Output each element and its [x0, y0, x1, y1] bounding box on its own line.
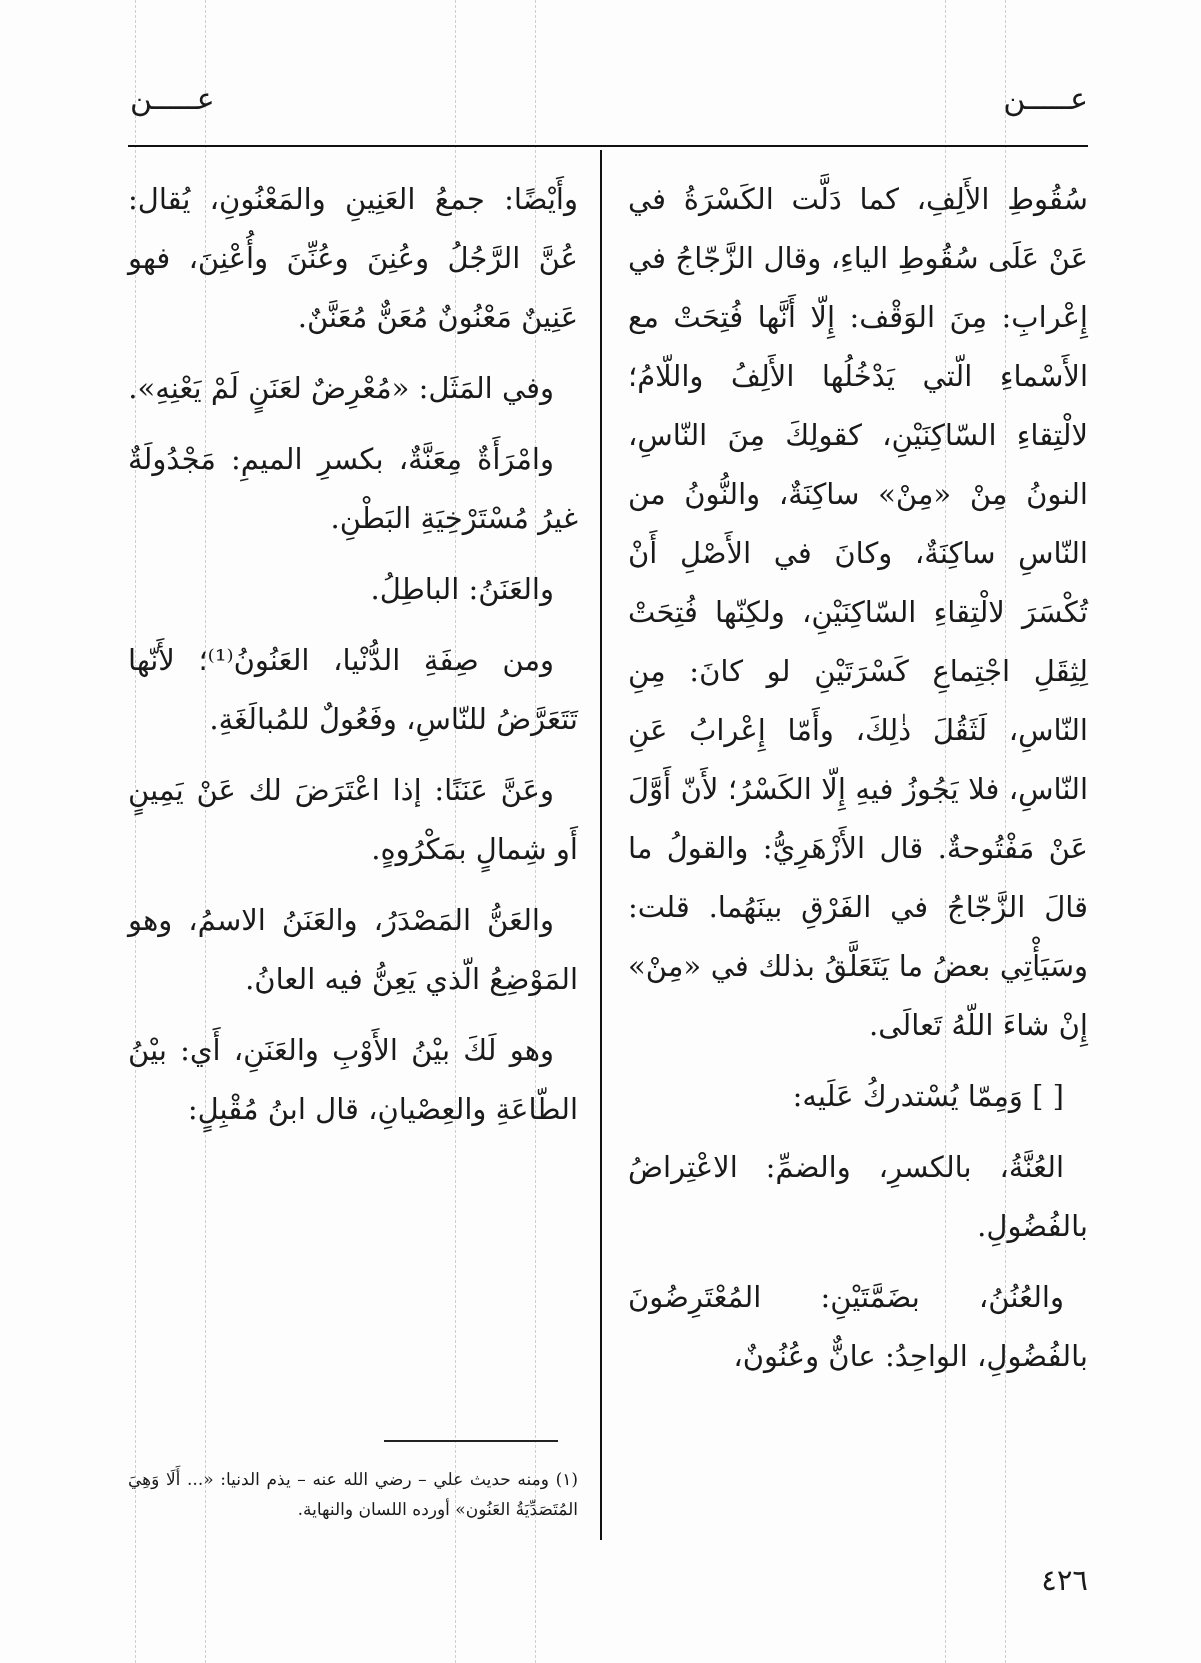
running-header-left: عـــــن — [130, 82, 215, 117]
running-header-right: عـــــن — [1003, 82, 1088, 117]
paragraph: وهو لَكَ بيْنُ الأَوْبِ والعَنَنِ، أَي: بيْنُ الطّاعَةِ والعِصْيانِ، قال ابنُ مُقْبِلٍ: — [128, 1033, 578, 1126]
left-column — [128, 170, 578, 1151]
paragraph: والعَنُّ المَصْدَرُ، والعَنَنُ الاسمُ، وهو المَوْضِعُ الّذي يَعِنُّ فيه العانُ. — [128, 903, 578, 996]
footnote-rule — [384, 1440, 558, 1442]
column-divider — [600, 150, 602, 1540]
right-column — [628, 170, 1088, 1398]
paragraph: والعُنُنُ، بضَمَّتَيْنِ: المُعْتَرِضُونَ بالفُضُولِ، الواحِدُ: عانٌّ وعُنُونٌ، — [628, 1280, 1088, 1373]
footnote: (١) ومنه حديث علي – رضي الله عنه – يذم الدنيا: «... أَلَا وَهِيَ المُتَصَدِّيَةُ العَنُون» أورده اللسان والنهاية. — [128, 1470, 578, 1520]
paragraph: وفي المَثَل: «مُعْرِضٌ لعَنَنٍ لَمْ يَعْنِهِ». — [128, 371, 554, 405]
paragraph: العُنَّةُ، بالكسرِ، والضمِّ: الاعْتِراضُ بالفُضُولِ. — [628, 1150, 1088, 1243]
paragraph: وامْرَأَةٌ مِعَنَّةٌ، بكسرِ الميمِ: مَجْدُولَةٌ غيرُ مُسْتَرْخِيَةِ البَطْنِ. — [128, 442, 578, 535]
paragraph: سُقُوطِ الأَلِفِ، كما دَلَّت الكَسْرَةُ في عَنْ عَلَى سُقُوطِ الياءِ، وقال الزَّجّاجُ في إِعْرابِ: مِنَ الوَقْف: إِلّا أَنَّها فُتِحَتْ مع الأَسْماءِ الّتي يَدْخُلُها الأَلِفُ واللّامُ؛ لالْتِقاءِ السّاكِنَيْنِ، كقولِكَ مِنَ النّاسِ، النونُ مِنْ «مِنْ» ساكِنَةٌ، والنُّونُ من النّاسِ ساكِنَةٌ، وكانَ في الأَصْلِ أَنْ تُكْسَرَ لالْتِقاءِ السّاكِنَيْنِ، ولكِنّها فُتِحَتْ لِثِقَلِ اجْتِماعِ كَسْرَتَيْنِ لو كانَ: مِنِ النّاسِ، لَثَقُلَ ذٰلِكَ، وأَمّا إِعْرابُ عَنِ النّاسِ، فلا يَجُوزُ فيهِ إِلّا الكَسْرُ؛ لأَنّ أَوَّلَ عَنْ مَفْتُوحةٌ. قال الأَزْهَرِيُّ: والقولُ ما قالَ الزَّجّاجُ في الفَرْقِ بينَهُما. قلت: وسَيَأْتِي بعضُ ما يَتَعَلَّقُ بذلك في «مِنْ» إِنْ شاءَ اللّهُ تَعالَى. — [628, 182, 1088, 1042]
paragraph: والعَنَنُ: الباطِلُ. — [370, 572, 554, 606]
paragraph: وعَنَّ عَنَنًا: إذا اعْتَرَضَ لك عَنْ يَمِينٍ أَو شِمالٍ بمَكْرُوهٍ. — [128, 773, 578, 866]
paragraph: وأَيْضًا: جمعُ العَنِينِ والمَعْنُونِ، يُقال: عُنَّ الرَّجُلُ وعُنِنَ وعُنِّنَ وأُعْنِنَ، فهو عَنِينٌ مَعْنُونٌ مُعَنٌّ مُعَنَّنٌ. — [128, 182, 578, 334]
paragraph: [ ] وَمِمّا يُسْتدركُ عَلَيه: — [792, 1079, 1064, 1113]
page-number: ٤٢٦ — [1041, 1563, 1088, 1597]
header-rule — [128, 145, 1088, 147]
paragraph: ومن صِفَةِ الدُّنْيا، العَنُونُ⁽¹⁾؛ لأَنّها تَتَعَرَّضُ للنّاسِ، وفَعُولٌ للمُبالَغَةِ. — [128, 643, 578, 736]
